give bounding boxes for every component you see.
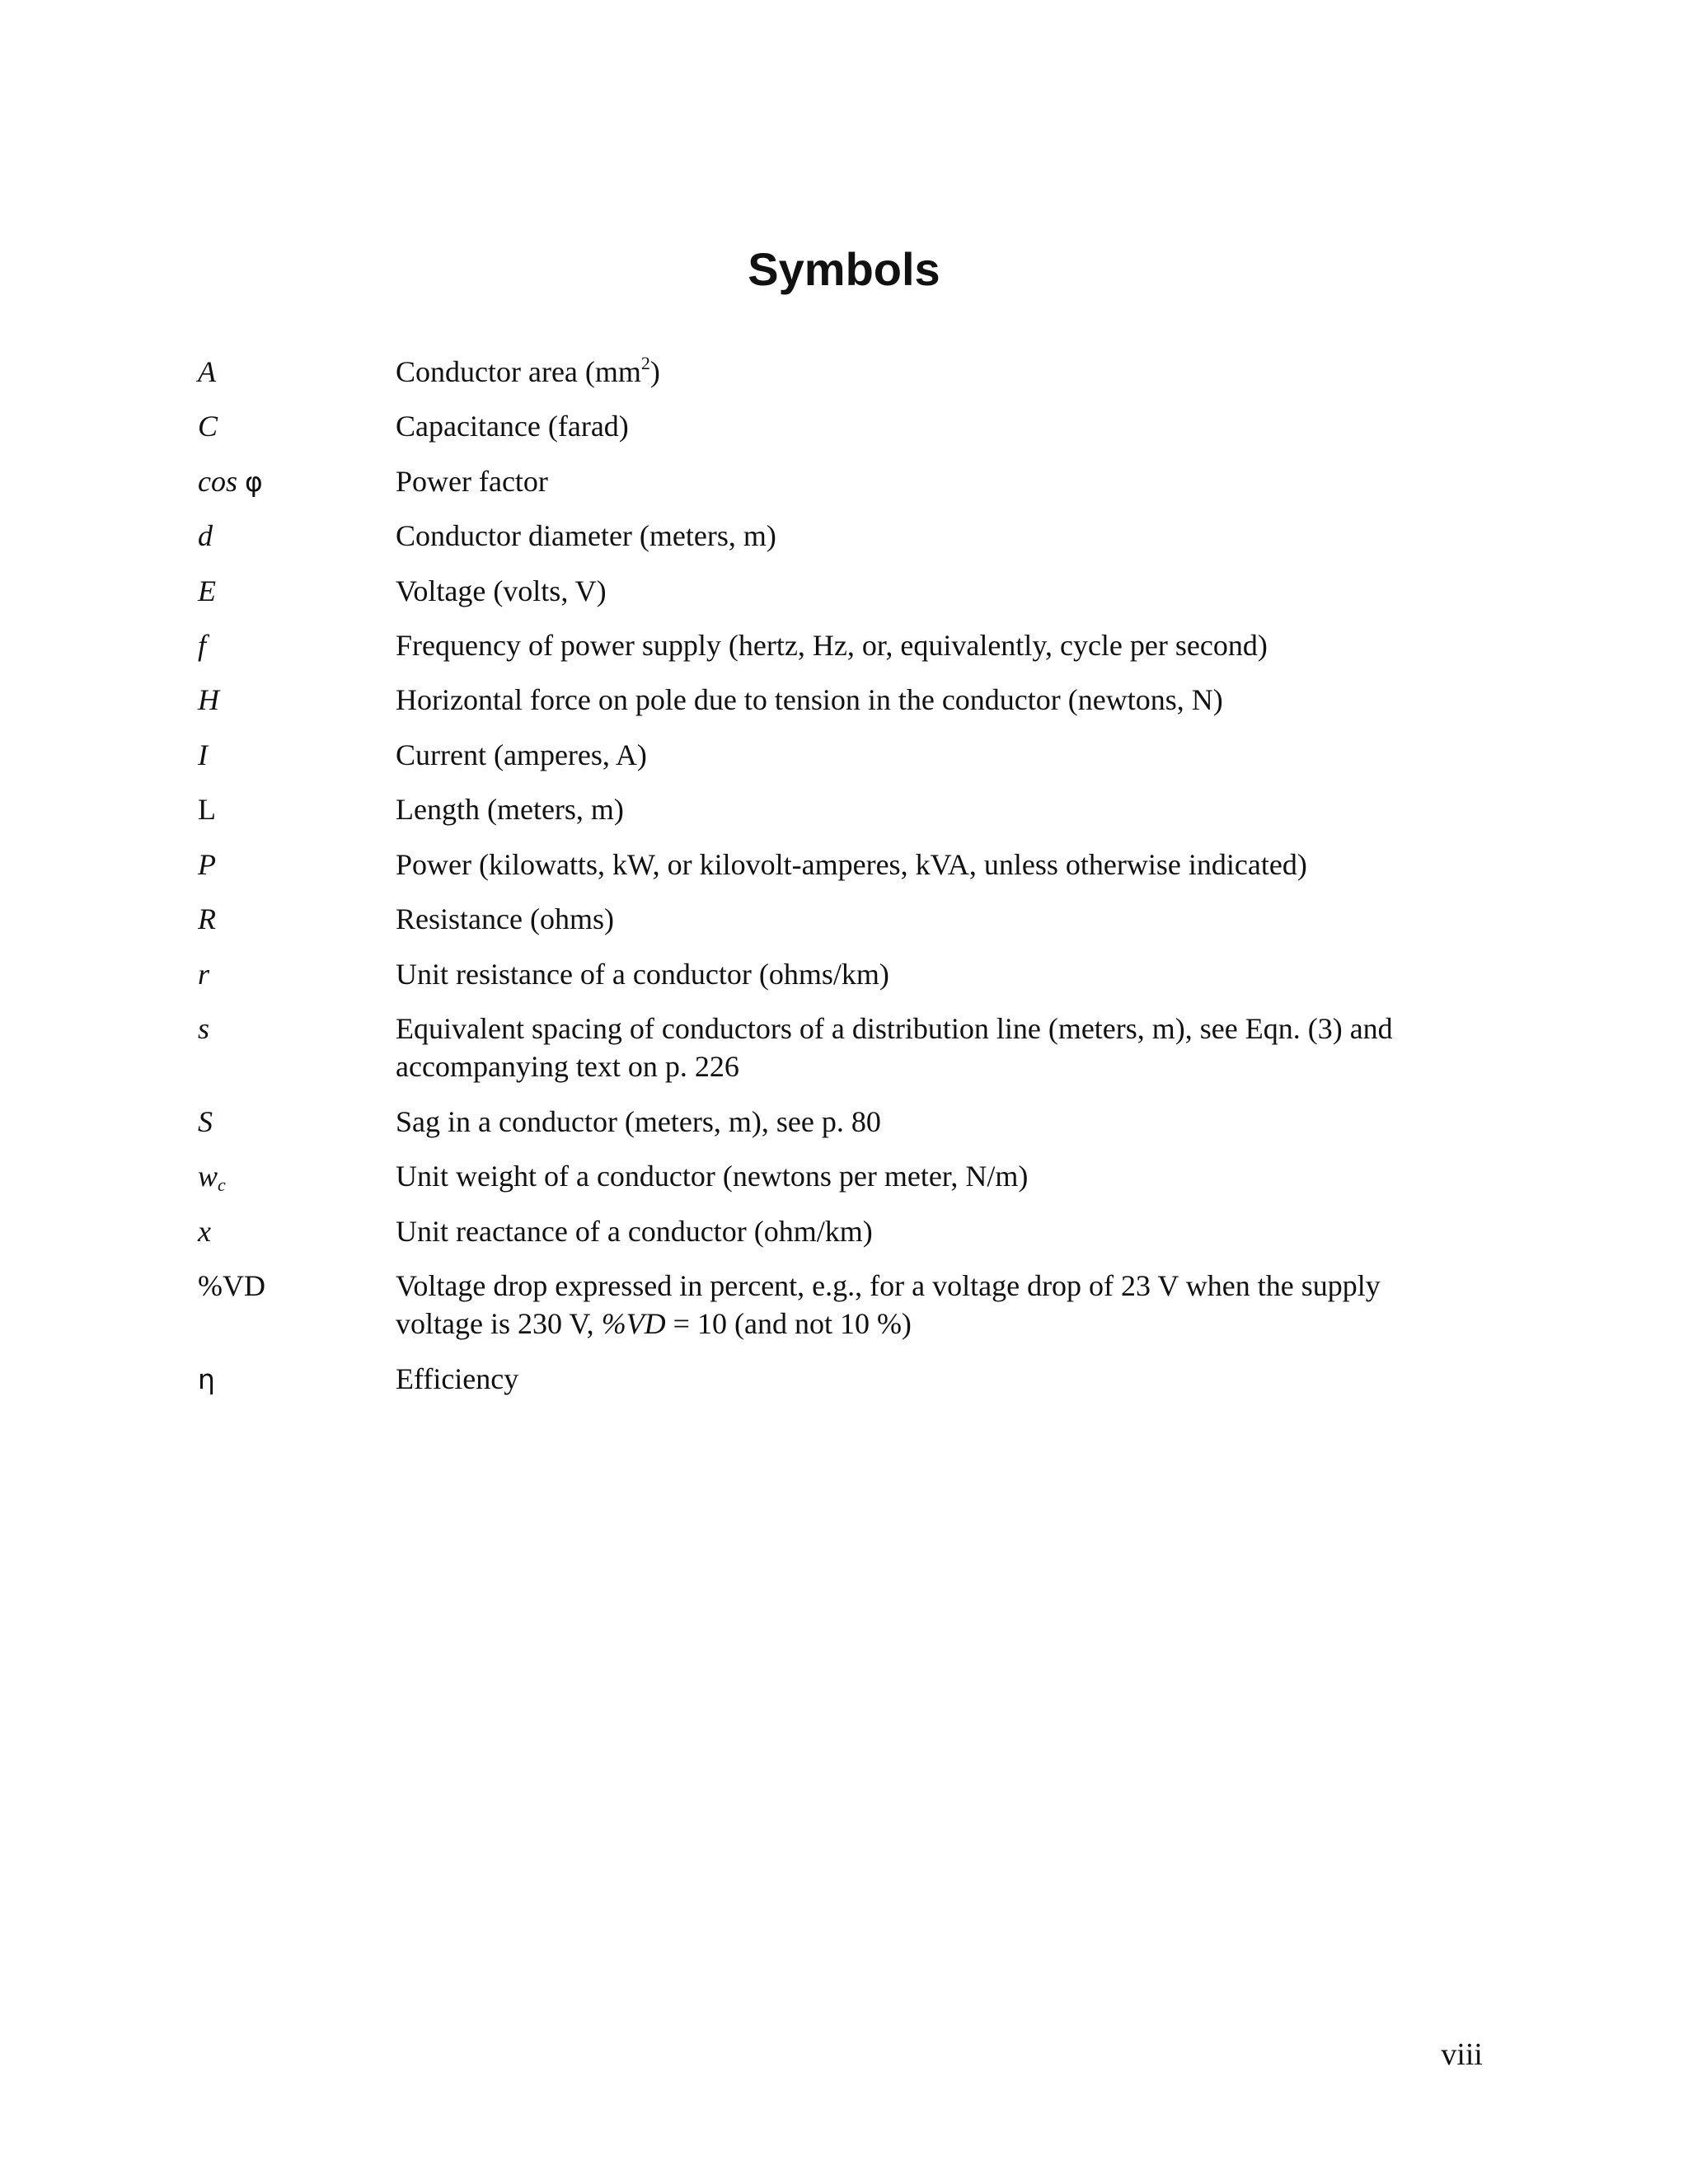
symbol: C [198, 410, 218, 443]
symbol: η [198, 1363, 215, 1395]
symbol-description: Voltage (volts, V) [396, 574, 607, 607]
symbol-description: Frequency of power supply (hertz, Hz, or, equivalently, cycle per second) [396, 629, 1268, 662]
symbol: f [198, 629, 207, 662]
symbol: R [198, 902, 216, 935]
page-title: Symbols [748, 243, 940, 295]
symbol: r [198, 958, 210, 991]
symbol-description: Resistance (ohms) [396, 902, 614, 935]
symbol: d [198, 519, 213, 552]
symbol-description: Current (amperes, A) [396, 738, 647, 771]
symbol-description: Horizontal force on pole due to tension in the conductor (newtons, N) [396, 683, 1223, 716]
superscript: 2 [640, 353, 650, 373]
symbol: cos φ [198, 465, 263, 498]
symbol: P [198, 848, 216, 881]
symbol-description: Unit resistance of a conductor (ohms/km) [396, 958, 889, 991]
symbol: S [198, 1105, 213, 1138]
symbol: A [198, 355, 216, 388]
symbol-description: Unit weight of a conductor (newtons per meter, N/m) [396, 1160, 1029, 1193]
symbol-description: Efficiency [396, 1362, 519, 1395]
page-number: viii [1441, 2037, 1483, 2072]
symbol-description: Equivalent spacing of conductors of a distribution line (meters, m), see Eqn. (3) and accompanying text on p. 226 [396, 1012, 1393, 1083]
symbol-description: Capacitance (farad) [396, 410, 629, 443]
symbol: I [198, 738, 208, 771]
symbol: s [198, 1012, 210, 1045]
symbol-description: Power factor [396, 465, 548, 498]
symbol: x [198, 1215, 211, 1248]
symbol-description: Unit reactance of a conductor (ohm/km) [396, 1215, 873, 1248]
symbol-description: Conductor diameter (meters, m) [396, 519, 776, 552]
symbol: %VD [198, 1269, 265, 1302]
symbol-description: Sag in a conductor (meters, m), see p. 80 [396, 1105, 881, 1138]
symbol: E [198, 574, 216, 607]
symbol-description: Voltage drop expressed in percent, e.g., for a voltage drop of 23 V when the supply voltage is 230 V, %VD = 10 (and not 10 %) [396, 1269, 1381, 1340]
symbol-description: Length (meters, m) [396, 793, 624, 826]
symbol-description: Conductor area $(mm^2)$ [396, 353, 660, 388]
symbol: H [198, 683, 219, 716]
symbol: L [198, 793, 216, 826]
symbol-description: Power (kilowatts, kW, or kilovolt-amperes, kVA, unless otherwise indicated) [396, 848, 1307, 881]
symbol: $w_c$ [198, 1160, 226, 1195]
